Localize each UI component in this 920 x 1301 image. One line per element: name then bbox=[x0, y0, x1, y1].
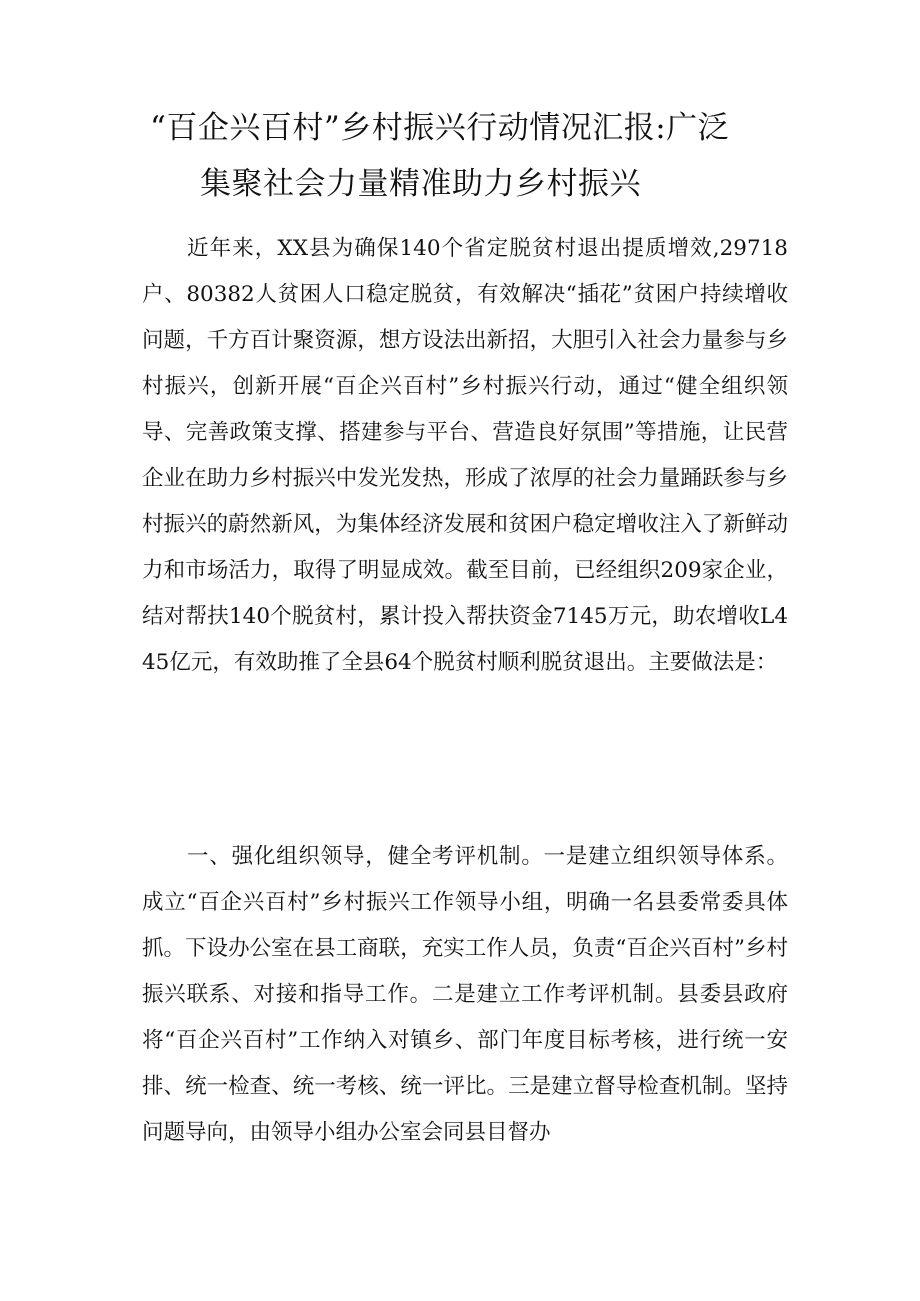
title-line-2: 集聚社会力量精准助力乡村振兴 bbox=[200, 166, 641, 202]
paragraph-intro: 近年来，XX县为确保140个省定脱贫村退出提质增效,29718户、80382人贫困人口稳定脱贫，有效解决“插花”贫困户持续增收问题，千方百计聚资源，想方设法出新招，大胆引入社会力量参与乡村振兴，创新开展“百企兴百村”乡村振兴行动，通过“健全组织领导、完善政策支撑、搭建参与平台、营造良好氛围”等措施，让民营企业在助力乡村振兴中发光发热，形成了浓厚的社会力量踊跃参与乡村振兴的蔚然新风，为集体经济发展和贫困户稳定增收注入了新鲜动力和市场活力，取得了明显成效。截至目前，已经组织209家企业，结对帮扶140个脱贫村，累计投入帮扶资金7145万元，助农增收L445亿元，有效助推了全县64个脱贫村顺利脱贫退出。主要做法是： bbox=[142, 236, 788, 675]
title-line-1: “百企兴百村”乡村振兴行动情况汇报:广泛 bbox=[150, 110, 730, 146]
paragraph-section-1: 一、强化组织领导，健全考评机制。一是建立组织领导体系。成立“百企兴百村”乡村振兴工作领导小组，明确一名县委常委具体抓。下设办公室在县工商联，充实工作人员，负责“百企兴百村”乡村振兴联系、对接和指导工作。二是建立工作考评机制。县委县政府将“百企兴百村”工作纳入对镇乡、部门年度目标考核，进行统一安排、统一检查、统一考核、统一评比。三是建立督导检查机制。坚持问题导向，由领导小组办公室会同县目督办 bbox=[142, 844, 788, 1145]
document-title bbox=[150, 100, 800, 212]
